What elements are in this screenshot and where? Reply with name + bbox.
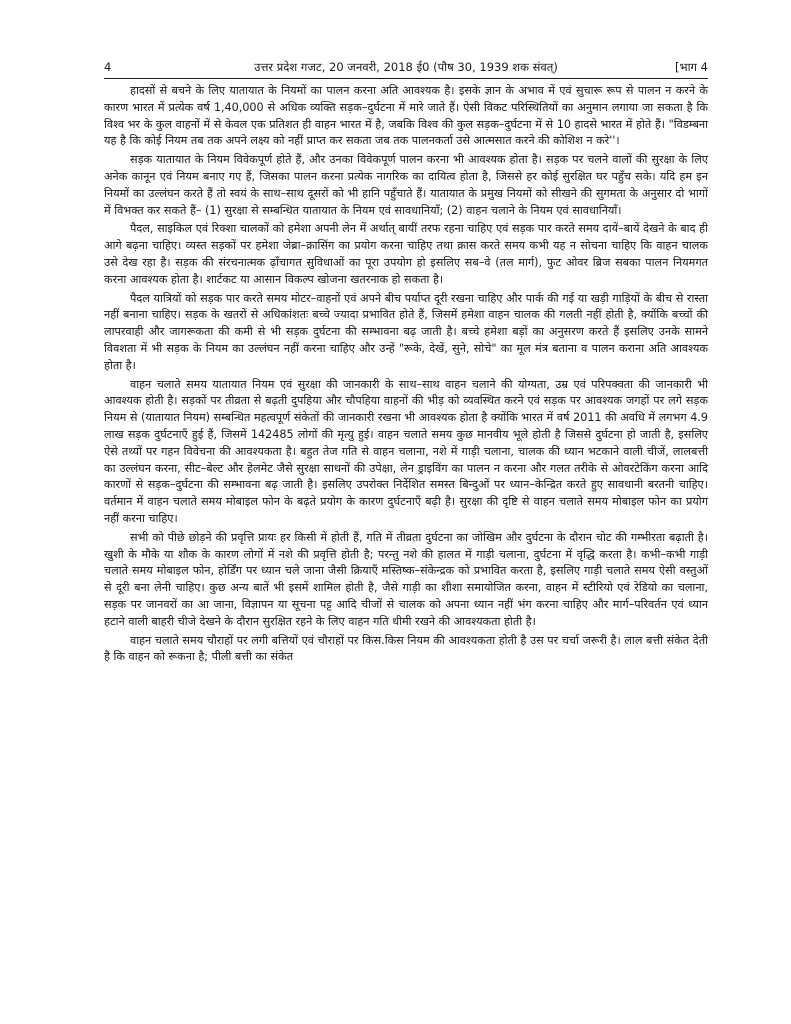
article-body — [104, 83, 708, 666]
gazette-title: उत्तर प्रदेश गजट, 20 जनवरी, 2018 ई0 (पौष 30, 1939 शक संवत्) — [254, 60, 558, 74]
paragraph: पैदल यात्रियों को सड़क पार करते समय मोटर–वाहनों एवं अपने बीच पर्याप्त दूरी रखना चाहिए और पार्क की गई या खड़ी गाड़ियों के बीच से रास्ता नहीं बनाना चाहिए। सड़क के खतरों से अधिकांशतः बच्चे ज्यादा प्रभावित होते हैं, जिसमें हमेशा वाहन चालक की गलती नहीं होती है, क्योंकि बच्चों की लापरवाही और जागरूकता की कमी से भी सड़क दुर्घटना की सम्भावना बढ़ जाती है। बच्चे हमेशा बड़ों का अनुसरण करते हैं इसलिए उनके सामने विवशता में भी सड़क के नियम का उल्लंघन नहीं करना चाहिए और उन्हें "रूके, देखें, सुने, सोचे" का मूल मंत्र बताना व पालन कराना अति आवश्यक होता है। — [104, 291, 708, 372]
paragraph: पैदल, साइकिल एवं रिक्शा चालकों को हमेशा अपनी लेन में अर्थात् बायीं तरफ रहना चाहिए एवं सड़क पार करते समय दायें–बायें देखने के बाद ही आगे बढ़ना चाहिए। व्यस्त सड़कों पर हमेशा जेब्रा–क्रासिंग का प्रयोग करना चाहिए तथा क्रास करते समय कभी यह न सोचना चाहिए कि वाहन चालक उसे देख रहा है। सड़क की संरचनात्मक ढ़ाँचागत सुविधाओं का पूरा उपयोग हो इसलिए सब–वे (तल मार्ग), फुट ओवर ब्रिज सबका पालन नियमगत करना आवश्यक होता है। शार्टकट या आसान विकल्प खोजना खतरनाक हो सकता है। — [104, 222, 708, 286]
part-label: [भाग 4 — [675, 60, 708, 74]
paragraph: वाहन चलाते समय यातायात नियम एवं सुरक्षा की जानकारी के साथ–साथ वाहन चलाने की योग्यता, उम्र एवं परिपक्वता की जानकारी भी आवश्यक होती है। सड़कों पर तीव्रता से बढ़ती दुपहिया और चौपहिया वाहनों की भीड़ को व्यवस्थित करने एवं सड़क पर आवश्यक जगहों पर लगे सड़क नियम से (यातायात नियम) सम्बन्धित महत्वपूर्ण संकेतों की जानकारी रखना भी आवश्यक होता है क्योंकि भारत में वर्ष 2011 की अवधि में लगभग 4.9 लाख सड़क दुर्घटनाएँ हुई हैं, जिसमें 142485 लोगों की मृत्यु हुई। वाहन चलाते समय कुछ मानवीय भूले होती है जिससे दुर्घटना हो जाती है, इसलिए ऐसे तथ्यों पर गहन विवेचना की आवश्यकता है। बहुत तेज गति से वाहन चलाना, नशे में गाड़ी चलाना, चालक की ध्यान भटकाने वाली चीजें, लालबत्ती का उल्लंघन करना, सीट–बेल्ट और हेलमेट जैसे सुरक्षा साधनों की उपेक्षा, लेन ड्राइविंग का पालन न करना और गलत तरीके से ओवरटेकिंग करना आदि कारणों से सड़क–दुर्घटना की सम्भावना बढ़ जाती है। इसलिए उपरोक्त निर्देशित समस्त बिन्दुओं पर ध्यान–केन्द्रित करते हुए सावधानी बरतनी चाहिए। वर्तमान में वाहन चलाते समय मोबाइल फोन के बढ़ते प्रयोग के कारण दुर्घटनाएँ बढ़ी है। सुरक्षा की दृष्टि से वाहन चलाते समय मोबाइल फोन का प्रयोग नहीं करना चाहिए। — [104, 377, 708, 525]
page-number: 4 — [104, 60, 112, 74]
page-header — [104, 56, 708, 78]
paragraph: सड़क यातायात के नियम विवेकपूर्ण होते हैं, और उनका विवेकपूर्ण पालन करना भी आवश्यक होता है। सड़क पर चलने वालों की सुरक्षा के लिए अनेक कानून एवं नियम बनाए गए हैं, जिसका पालन करना प्रत्येक नागरिक का दायित्व होता है, जिससे हर कोई सुरक्षित घर पहुँच सके। यदि हम इन नियमों का उल्लंघन करते हैं तो स्वयं के साथ–साथ दूसरों को भी हानि पहुँचाते हैं। यातायात के प्रमुख नियमों को सीखने की सुगमता के अनुसार दो भागों में विभक्त कर सकते हैं– (1) सुरक्षा से सम्बन्धित यातायात के नियम एवं सावधानियाँ; (2) वाहन चलाने के नियम एवं सावधानियाँ। — [104, 153, 708, 217]
gazette-page — [104, 56, 708, 1016]
paragraph: हादसों से बचने के लिए यातायात के नियमों का पालन करना अति आवश्यक है। इसके ज्ञान के अभाव में एवं सुचारू रूप से पालन न करने के कारण भारत में प्रत्येक वर्ष 1,40,000 से अधिक व्यक्ति सड़क–दुर्घटना में मारे जाते हैं। ऐसी विकट परिस्थितियों का अनुमान लगाया जा सकता है कि विश्व भर के कुल वाहनों में से केवल एक प्रतिशत ही वाहन भारत में है, जबकि विश्व की कुल सड़क–दुर्घटना में से 10 हादसे भारत में होते हैं। "विडम्बना यह है कि कोई नियम तब तक अपने लक्ष्य को नहीं प्राप्त कर सकता जब तक पालनकर्ता उसे आत्मसात करने की कोशिश न करे''। — [104, 84, 708, 148]
paragraph: सभी को पीछे छोड़ने की प्रवृत्ति प्रायः हर किसी में होती हैं, गति में तीव्रता दुर्घटना का जोखिम और दुर्घटना के दौरान चोट की गम्भीरता बढ़ाती है। खुशी के मौके या शौक के कारण लोगों में नशे की प्रवृत्ति होती है; परन्तु नशे की हालत में गाड़ी चलाना, दुर्घटना में वृद्धि करता है। कभी–कभी गाड़ी चलाते समय मोबाइल फोन, होर्डिंग पर ध्यान चले जाना जैसी क्रियाएँ मस्तिष्क–संकेन्द्रक को प्रभावित करता है, इसलिए गाड़ी चलाते समय ऐसी वस्तुओं से दूरी बना लेनी चाहिए। कुछ अन्य बातें भी इसमें शामिल होती है, जैसे गाड़ी का शीशा समायोजित करना, वाहन में स्टीरियो एवं रेडियो का चलाना, सड़क पर जानवरों का आ जाना, विज्ञापन या सूचना पट्ट आदि चीजों से चालक को अपना ध्यान नहीं भंग करना चाहिए और मार्ग–परिवर्तन एवं ध्यान हटाने वाली बाहरी चीजे देखने के दौरान सुरक्षित रहने के लिए वाहन गति धीमी रखने की आवश्यकता होती है। — [104, 530, 708, 628]
paragraph: वाहन चलाते समय चौराहों पर लगी बत्तियों एवं चौराहों पर किस.किस नियम की आवश्यकता होती है उस पर चर्चा जरूरी है। लाल बत्ती संकेत देती है कि वाहन को रूकना है; पीली बत्ती का संकेत — [104, 633, 708, 664]
header-rule — [104, 78, 708, 79]
